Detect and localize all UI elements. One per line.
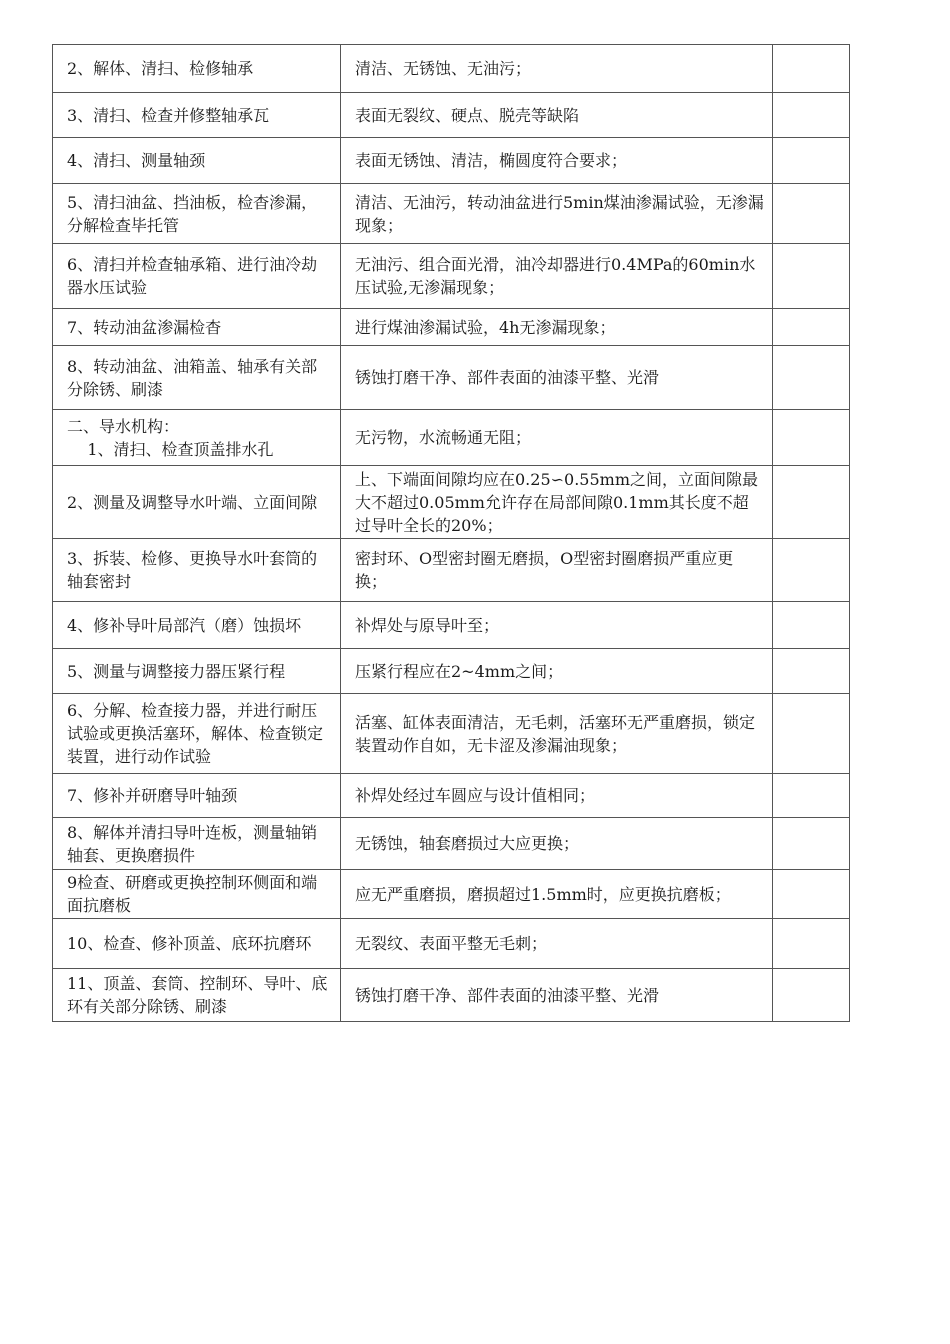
standard-cell — [341, 539, 773, 602]
standard-cell — [341, 244, 773, 309]
standard-cell — [341, 602, 773, 649]
item-cell-text: 6、清扫并检查轴承箱、进行油冷劫器水压试验 — [67, 255, 318, 297]
table-row — [53, 919, 850, 969]
standard-cell-text: 无油污、组合面光滑，油冷却器进行0.4MPa的60min水压试验,无渗漏现象； — [355, 255, 756, 297]
standard-cell — [341, 774, 773, 818]
table-row — [53, 870, 850, 919]
item-cell-text: 二、导水机构： 1、清扫、检查顶盖排水孔 — [67, 416, 274, 459]
note-cell — [773, 93, 850, 138]
standard-cell — [341, 919, 773, 969]
inspection-table — [52, 44, 850, 1022]
item-cell-text: 8、转动油盆、油箱盖、轴承有关部分除锈、刷漆 — [67, 356, 318, 399]
table-row — [53, 774, 850, 818]
standard-cell — [341, 93, 773, 138]
note-cell — [773, 466, 850, 539]
item-cell — [53, 870, 341, 919]
item-cell-text: 5、测量与调整接力器压紧行程 — [67, 661, 286, 681]
item-cell-text: 10、检查、修补顶盖、底环抗磨环 — [67, 934, 312, 953]
standard-cell — [341, 969, 773, 1022]
standard-cell-text: 无锈蚀，轴套磨损过大应更换； — [355, 834, 580, 853]
note-cell — [773, 870, 850, 919]
note-cell — [773, 309, 850, 346]
standard-cell-text: 表面无锈蚀、清洁，椭圆度符合要求； — [355, 151, 628, 170]
item-cell — [53, 45, 341, 93]
note-cell — [773, 818, 850, 870]
table-row — [53, 818, 850, 870]
note-cell — [773, 602, 850, 649]
standard-cell — [341, 410, 773, 466]
standard-cell — [341, 309, 773, 346]
note-cell — [773, 346, 850, 410]
standard-cell-text: 补焊处与原导叶至； — [355, 615, 500, 635]
standard-cell-text: 活塞、缸体表面清洁，无毛刺，活塞环无严重磨损，锁定装置动作自如，无卡涩及渗漏油现象； — [355, 712, 756, 755]
item-cell — [53, 694, 341, 774]
standard-cell-text: 上、下端面间隙均应在0.25∽0.55mm之间，立面间隙最大不超过0.05mm允许存在局部间隙0.1mm其长度不超过导叶全长的20%； — [355, 469, 759, 535]
standard-cell-text: 进行煤油渗漏试验，4h无渗漏现象； — [355, 317, 616, 337]
note-cell — [773, 969, 850, 1022]
item-cell-text: 3、拆装、检修、更换导水叶套筒的轴套密封 — [67, 549, 318, 591]
item-cell — [53, 919, 341, 969]
note-cell — [773, 45, 850, 93]
item-cell — [53, 969, 341, 1022]
standard-cell-text: 无污物，水流畅通无阻； — [355, 428, 532, 447]
item-cell — [53, 138, 341, 184]
note-cell — [773, 539, 850, 602]
standard-cell — [341, 184, 773, 244]
table-row — [53, 244, 850, 309]
note-cell — [773, 919, 850, 969]
table-row — [53, 466, 850, 539]
item-cell — [53, 818, 341, 870]
standard-cell-text: 锈蚀打磨干净、部件表面的油漆平整、光滑 — [355, 985, 660, 1005]
item-cell — [53, 309, 341, 346]
table-row — [53, 602, 850, 649]
table-row — [53, 969, 850, 1022]
standard-cell — [341, 466, 773, 539]
standard-cell — [341, 818, 773, 870]
item-cell-text: 2、解体、清扫、检修轴承 — [67, 59, 254, 78]
item-cell — [53, 346, 341, 410]
note-cell — [773, 774, 850, 818]
standard-cell-text: 清洁、无油污，转动油盆进行5min煤油渗漏试验，无渗漏现象； — [355, 192, 764, 235]
standard-cell — [341, 45, 773, 93]
table-body — [53, 45, 850, 1022]
standard-cell-text: 应无严重磨损，磨损超过1.5mm时，应更换抗磨板； — [355, 884, 731, 904]
table-row — [53, 694, 850, 774]
item-cell — [53, 774, 341, 818]
table-row — [53, 410, 850, 466]
standard-cell — [341, 138, 773, 184]
item-cell-text: 6、分解、检查接力器，并进行耐压试验或更换活塞环，解体、检查锁定装置，进行动作试验 — [67, 701, 324, 766]
item-cell-text: 4、修补导叶局部汽（磨）蚀损坏 — [67, 615, 302, 635]
item-cell — [53, 466, 341, 539]
item-cell-text: 4、清扫、测量轴颈 — [67, 151, 206, 170]
item-cell — [53, 244, 341, 309]
table-row — [53, 93, 850, 138]
standard-cell — [341, 649, 773, 694]
item-cell-text: 9检查、研磨或更换控制环侧面和端面抗磨板 — [67, 873, 318, 915]
standard-cell-text: 补焊处经过车圆应与设计值相同； — [355, 786, 596, 805]
note-cell — [773, 184, 850, 244]
table-row — [53, 649, 850, 694]
table-row — [53, 539, 850, 602]
standard-cell-text: 密封环、O型密封圈无磨损，O型密封圈磨损严重应更换； — [355, 549, 734, 591]
standard-cell — [341, 870, 773, 919]
item-cell-text: 2、测量及调整导水叶端、立面间隙 — [67, 492, 318, 512]
item-cell-text: 8、解体并清扫导叶连板，测量轴销轴套、更换磨损件 — [67, 822, 318, 865]
table-row — [53, 138, 850, 184]
note-cell — [773, 244, 850, 309]
item-cell-text: 11、顶盖、套筒、控制环、导叶、底环有关部分除锈、刷漆 — [67, 974, 328, 1016]
table-row — [53, 184, 850, 244]
standard-cell-text: 清洁、无锈蚀、无油污； — [355, 59, 532, 78]
item-cell-text: 3、清扫、检查并修整轴承瓦 — [67, 105, 270, 125]
standard-cell — [341, 346, 773, 410]
standard-cell-text: 无裂纹、表面平整无毛刺； — [355, 934, 548, 953]
item-cell-text: 7、转动油盆渗漏检杳 — [67, 317, 222, 337]
standard-cell-text: 锈蚀打磨干净、部件表面的油漆平整、光滑 — [355, 368, 660, 387]
note-cell — [773, 649, 850, 694]
standard-cell — [341, 694, 773, 774]
item-cell — [53, 539, 341, 602]
standard-cell-text: 表面无裂纹、硬点、脱壳等缺陷 — [355, 105, 580, 125]
table-row — [53, 309, 850, 346]
table-row — [53, 45, 850, 93]
table-row — [53, 346, 850, 410]
item-cell — [53, 602, 341, 649]
item-cell — [53, 93, 341, 138]
note-cell — [773, 694, 850, 774]
item-cell-text: 7、修补并研磨导叶轴颈 — [67, 786, 238, 805]
item-cell — [53, 649, 341, 694]
note-cell — [773, 410, 850, 466]
item-cell — [53, 410, 341, 466]
note-cell — [773, 138, 850, 184]
item-cell-text: 5、清扫油盆、挡油板，检杳渗漏，分解检查毕托管 — [67, 192, 318, 235]
item-cell — [53, 184, 341, 244]
standard-cell-text: 压紧行程应在2~4mm之间； — [355, 661, 564, 681]
